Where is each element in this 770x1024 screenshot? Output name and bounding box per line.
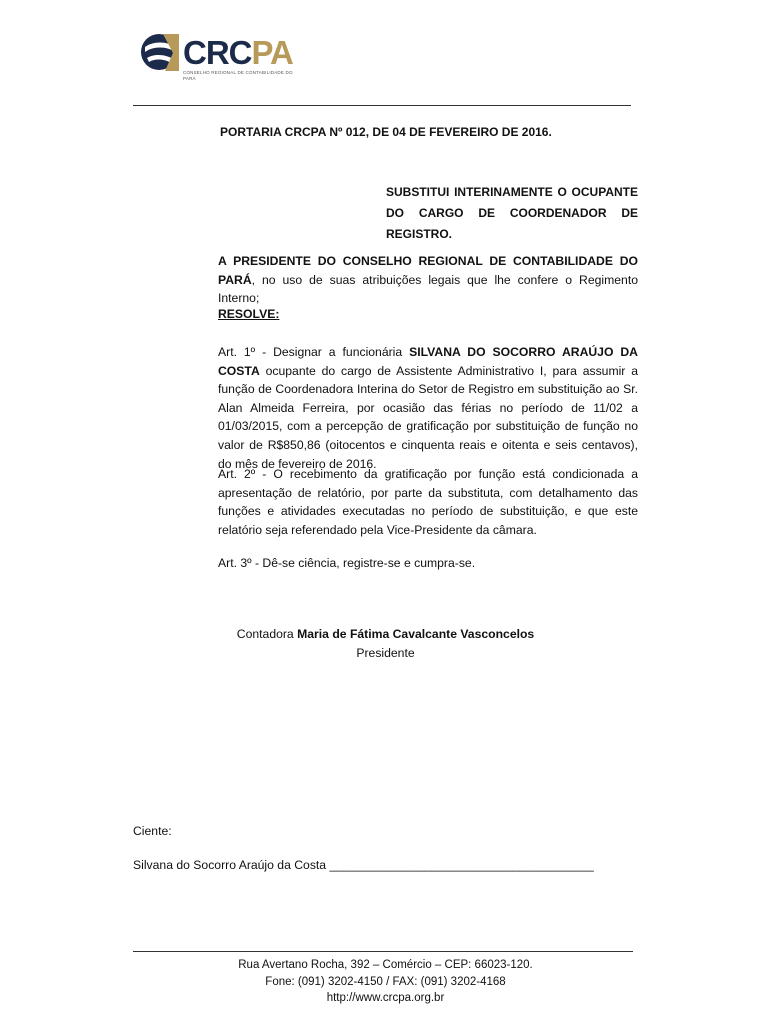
art1-employee-name: SILVANA DO SOCORRO ARAÚJO DA COSTA [218, 345, 638, 378]
footer-website[interactable]: http://www.crcpa.org.br [326, 992, 445, 1005]
resolve-heading: RESOLVE: [218, 307, 280, 321]
signature-line [133, 627, 638, 641]
article-1 [133, 343, 638, 473]
art1-text: ocupante do cargo de Assistente Administrativo I, para assumir a função de Coordenadora Interina do Setor de Registro em substituição ao Sr. Alan Almeida Ferreira, por ocasião das férias no período de 11/02 a 01/03/2015, com a percepção de gratificação por substituição de função no valor de R$850,86 (oitocentos e cinquenta reais e oitenta e seis centavos), do mês de fevereiro de 2016. [218, 363, 638, 471]
signer-title: Contadora [236, 627, 298, 641]
logo-text-crc: CRC [183, 34, 252, 71]
footer-address: Rua Avertano Rocha, 392 – Comércio – CEP: 66023-120. [238, 959, 533, 971]
art1-prefix: Art. 1º - Designar a funcionária [218, 345, 410, 359]
header-divider [133, 105, 631, 106]
preamble-authority: A PRESIDENTE DO CONSELHO REGIONAL DE CONTABILIDADE DO PARÁ [218, 254, 638, 287]
ciente-signature [133, 858, 594, 872]
footer [133, 957, 638, 1007]
ciente-signature-line: _______________________________________ [329, 858, 594, 872]
preamble-text: , no uso de suas atribuições legais que lhe confere o Regimento Interno; [218, 272, 638, 306]
footer-divider [133, 951, 633, 952]
footer-phone: Fone: (091) 3202-4150 / FAX: (091) 3202-4168 [265, 975, 506, 988]
article-2 [133, 465, 638, 539]
article-3: Art. 3º - Dê-se ciência, registre-se e cumpra-se. [218, 556, 476, 570]
logo-text-pa: PA [251, 34, 293, 71]
logo-emblem-icon [139, 31, 181, 73]
art2-text: Art. 2º - O recebimento da gratificação por função está condicionada a apresentação de relatório, por parte da substituta, com detalhamento das funções e atividades executadas no período de substituição, e que este relatório seja referendado pela Vice-Presidente da câmara. [218, 467, 638, 537]
signer-name: Maria de Fátima Cavalcante Vasconcelos [297, 627, 535, 641]
document-ementa: SUBSTITUI INTERINAMENTE O OCUPANTE DO CARGO DE COORDENADOR DE REGISTRO. [386, 185, 638, 241]
ciente-name: Silvana do Socorro Araújo da Costa [133, 858, 327, 872]
crcpa-logo [139, 31, 299, 91]
preamble-paragraph [133, 252, 638, 308]
signer-role: Presidente [356, 646, 415, 660]
document-title: PORTARIA CRCPA Nº 012, DE 04 DE FEVEREIRO DE 2016. [220, 125, 552, 139]
ciente-label: Ciente: [133, 824, 172, 838]
logo-subtitle: CONSELHO REGIONAL DE CONTABILIDADE DO PARÁ [183, 70, 293, 81]
logo-wordmark [183, 33, 293, 73]
